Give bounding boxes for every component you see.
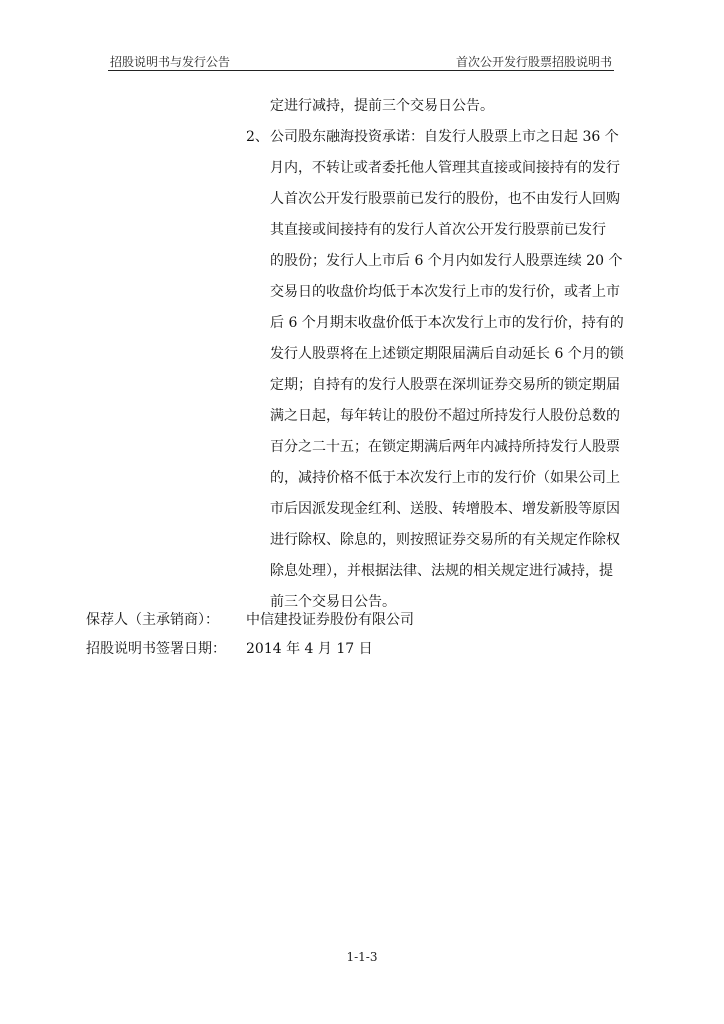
item-2-line: 月内，不转让或者委托他人管理其直接或间接持有的发行 xyxy=(270,160,620,176)
page-header xyxy=(108,50,614,71)
item-2-line: 进行除权、除息的，则按照证券交易所的有关规定作除权 xyxy=(270,532,620,548)
item-2-line: 定期；自持有的发行人股票在深圳证券交易所的锁定期届 xyxy=(270,377,620,393)
item-2-line: 前三个交易日公告。 xyxy=(270,594,396,610)
item-2-line: 其直接或间接持有的发行人首次公开发行股票前已发行 xyxy=(270,222,606,238)
item-2-line: 满之日起，每年转让的股份不超过所持发行人股份总数的 xyxy=(270,408,620,424)
continuation-text: 定进行减持，提前三个交易日公告。 xyxy=(270,98,494,114)
header-left-title: 招股说明书与发行公告 xyxy=(110,55,231,69)
item-2-number: 2、 xyxy=(246,129,269,145)
page-number: 1-1-3 xyxy=(346,950,378,964)
item-2-line: 的，减持价格不低于本次发行上市的发行价（如果公司上 xyxy=(270,470,620,486)
header-right-title: 首次公开发行股票招股说明书 xyxy=(455,55,612,69)
sponsor-label: 保荐人（主承销商）： xyxy=(86,612,219,628)
item-2-line: 公司股东融海投资承诺：自发行人股票上市之日起 36 个 xyxy=(270,129,619,145)
item-2-line: 百分之二十五；在锁定期满后两年内减持所持发行人股票 xyxy=(270,439,620,455)
item-2-line: 除息处理），并根据法律、法规的相关规定进行减持，提 xyxy=(270,563,613,579)
item-2-line: 的股份；发行人上市后 6 个月内如发行人股票连续 20 个 xyxy=(270,253,623,269)
signing-date-label: 招股说明书签署日期： xyxy=(86,641,226,657)
item-2-line: 市后因派发现金红利、送股、转增股本、增发新股等原因 xyxy=(270,501,620,517)
item-2-line: 后 6 个月期末收盘价低于本次发行上市的发行价，持有的 xyxy=(270,315,624,331)
signing-date-value: 2014 年 4 月 17 日 xyxy=(246,641,373,657)
item-2-line: 交易日的收盘价均低于本次发行上市的发行价，或者上市 xyxy=(270,284,620,300)
item-2-line: 发行人股票将在上述锁定期限届满后自动延长 6 个月的锁 xyxy=(270,346,624,362)
item-2-line: 人首次公开发行股票前已发行的股份，也不由发行人回购 xyxy=(270,191,620,207)
sponsor-value: 中信建投证券股份有限公司 xyxy=(246,612,414,628)
